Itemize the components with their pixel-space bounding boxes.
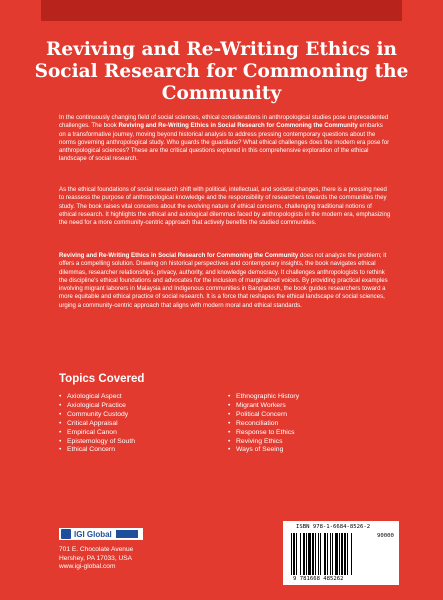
publisher-address (59, 546, 133, 572)
topics-list-right (228, 393, 398, 455)
topics-list-left (59, 393, 219, 455)
topic-item: • Reconciliation (228, 420, 398, 429)
barcode-bar (291, 533, 292, 575)
paragraph-3-book-title: Reviving and Re-Writing Ethics in Social Research for Commoning the Community (59, 252, 299, 259)
topic-item: • Reviving Ethics (228, 438, 398, 447)
ean-digits: 9 781668 485262 (293, 576, 344, 582)
barcode-bar (324, 533, 326, 575)
barcode-bar (341, 533, 343, 575)
top-color-tab (41, 0, 402, 21)
isbn-barcode (283, 521, 399, 585)
paragraph-1-rest: embarks on a transformative journey, moving beyond historical analysis to address pressing contemporary questions about the norms governing anthropological study. Who guards the guardians? What ethical challenges does the modern era pose for anthropological sciences? These are the critical questions explored in this comprehensive exploration of the ethical landscape of social research. (59, 122, 390, 163)
publisher-logo-mark (61, 529, 71, 539)
barcode-bar (327, 533, 328, 575)
description-paragraph-2: As the ethical foundations of social research shift with political, intellectual, and societal changes, there is a pressing need to reassess the purpose of anthropological knowledge and the responsibility of researchers towards the communities they study. The book raises vital concerns about the evolving nature of ethical concerns, challenging traditional notions of ethical research. It highlights the ethical and axiological dilemmas faced by anthropologists in the modern era, emphasizing the need for a more community-centric approach that actively benefits the studied communities. (59, 186, 391, 227)
barcode-bar (312, 533, 314, 575)
barcode-bar (293, 533, 295, 575)
barcode-bar (303, 533, 305, 575)
topic-item: • Community Custody (59, 411, 219, 420)
barcode-bar (300, 533, 301, 575)
publisher-logo-text: IGI Global (74, 529, 112, 539)
topics-heading: Topics Covered (59, 373, 145, 385)
topic-item: • Epistemology of South (59, 438, 219, 447)
topic-item: • Axiological Practice (59, 402, 219, 411)
topic-item: • Ethnographic History (228, 393, 398, 402)
barcode-bar (308, 533, 311, 575)
publisher-logo-tag (116, 530, 138, 538)
barcode-bar (344, 533, 346, 575)
topic-item: • Axiological Aspect (59, 393, 219, 402)
barcode-bar (330, 533, 331, 575)
barcode-bar (318, 533, 319, 575)
address-city: Hershey, PA 17033, USA (59, 554, 133, 562)
barcode-bar (351, 533, 352, 575)
paragraph-1-intro: In the continuously changing field of social sciences, ethical considerations in anthropological studies pose unprecedented challenges. The book (59, 114, 389, 130)
address-street: 701 E. Chocolate Avenue (59, 546, 134, 553)
isbn-label: ISBN 978-1-6684-8526-2 (296, 524, 371, 530)
description-paragraph-1 (59, 114, 391, 164)
barcode-bar (315, 533, 316, 575)
topic-item: • Migrant Workers (228, 402, 398, 411)
topic-item: • Empirical Canon (59, 429, 219, 438)
topic-item: • Critical Appraisal (59, 420, 219, 429)
topic-item: • Political Concern (228, 411, 398, 420)
price-code: 90000 (377, 533, 394, 539)
paragraph-3-rest: does not analyze the problem; it offers a compelling solution. Drawing on historical perspectives and contemporary insights, the book navigates ethical dilemmas, researcher relationships, privacy, authority, and knowledge democracy. It challenges anthropologists to rethink the discipline's ethical foundations and advocates for the inclusion of marginalized voices. By providing practical examples involving migrant laborers in Malaysia and Indigenous communities in Bangladesh, the book guides researchers toward a more equitable and ethical practice of social research. It is a force that reshapes the ethical landscape of social sciences, urging a community-centric approach that aligns with modern moral and ethical standards. (59, 252, 388, 309)
paragraph-1-book-title: Reviving and Re-Writing Ethics in Social Research for Commoning the Community (118, 122, 358, 130)
barcode-bar (347, 533, 348, 575)
topic-item: • Ethical Concern (59, 446, 219, 455)
barcode-bar (339, 533, 340, 575)
description-paragraph-3 (59, 252, 391, 310)
barcode-bar (306, 533, 307, 575)
barcode-bar (296, 533, 297, 575)
topic-item: • Response to Ethics (228, 429, 398, 438)
barcode-bar (335, 533, 338, 575)
barcode-bar (320, 533, 321, 575)
book-title: Reviving and Re-Writing Ethics in Social Research for Commoning the Community (34, 39, 409, 104)
barcode-bar (332, 533, 333, 575)
topic-item: • Ways of Seeing (228, 446, 398, 455)
publisher-website: www.igi-global.com (59, 563, 116, 571)
barcode-bars (291, 533, 373, 575)
publisher-logo (59, 528, 143, 540)
